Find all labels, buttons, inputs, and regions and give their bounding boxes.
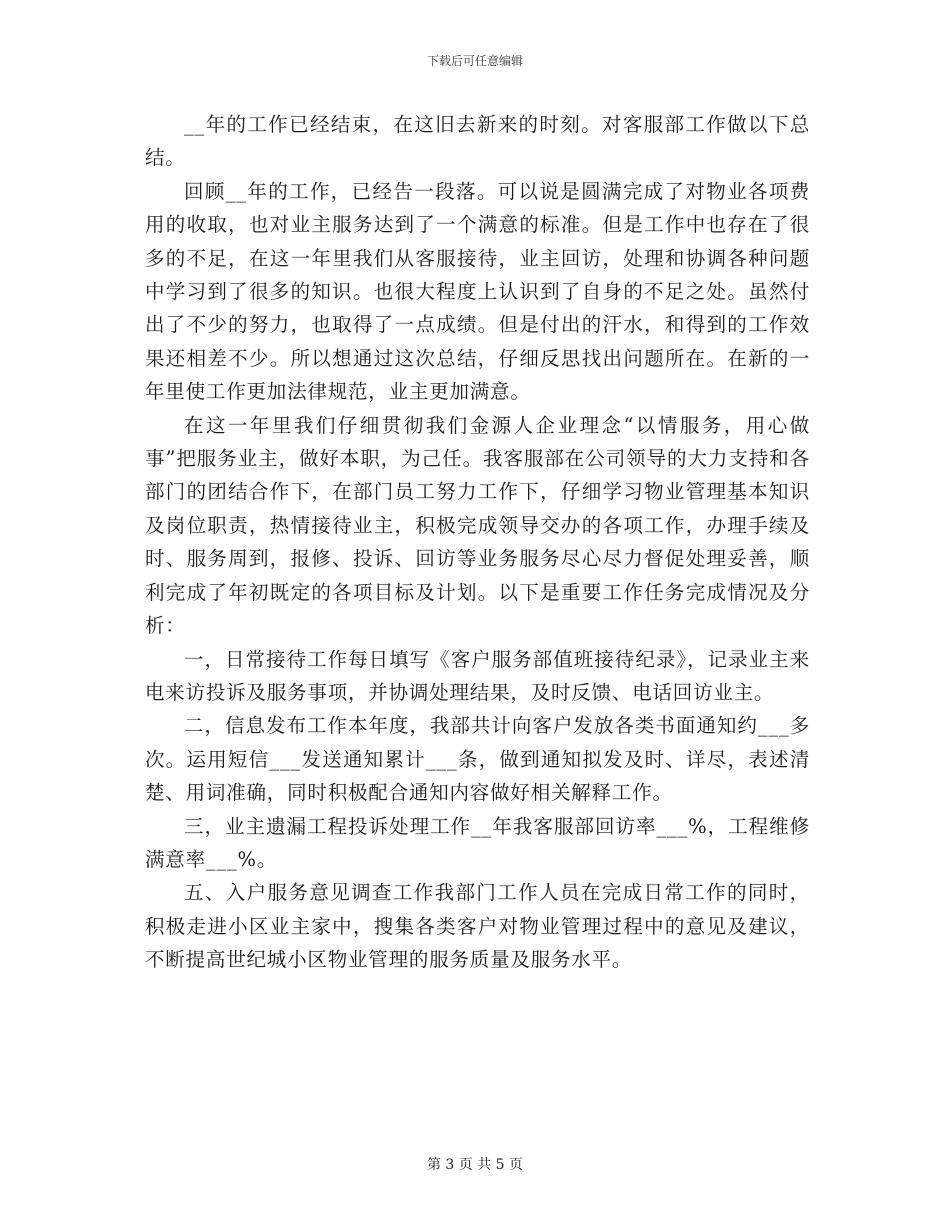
paragraph-notices: 二，信息发布工作本年度，我部共计向客户发放各类书面通知约___多次。运用短信___发送通知累计___条，做到通知拟发及时、详尽，表述清楚、用词准确，同时积极配合通知内容做好相关解释工作。	[145, 714, 810, 805]
page-header: 下载后可任意编辑	[426, 54, 523, 68]
paragraph-intro: __年的工作已经结束，在这旧去新来的时刻。对客服部工作做以下总结。	[145, 113, 810, 170]
page-number: 第 3 页 共 5 页	[426, 1157, 524, 1173]
paragraph-reception: 一，日常接待工作每日填写《客户服务部值班接待纪录》，记录业主来电来访投诉及服务事项，并协调处理结果，及时反馈、电话回访业主。	[145, 647, 810, 704]
paragraph-complaints: 三，业主遗漏工程投诉处理工作__年我客服部回访率___%，工程维修满意率___%。	[145, 814, 810, 871]
paragraph-review: 回顾__年的工作，已经告一段落。可以说是圆满完成了对物业各项费用的收取，也对业主服务达到了一个满意的标准。但是工作中也存在了很多的不足，在这一年里我们从客服接待，业主回访，处理和协调各种问题中学习到了很多的知识。也很大程度上认识到了自身的不足之处。虽然付出了不少的努力，也取得了一点成绩。但是付出的汗水，和得到的工作效果还相差不少。所以想通过这次总结，仔细反思找出问题所在。在新的一年里使工作更加法律规范，业主更加满意。	[145, 179, 810, 404]
document-body	[145, 108, 810, 977]
paragraph-philosophy: 在这一年里我们仔细贯彻我们金源人企业理念“以情服务，用心做事”把服务业主，做好本职，为己任。我客服部在公司领导的大力支持和各部门的团结合作下，在部门员工努力工作下，仔细学习物业管理基本知识及岗位职责，热情接待业主，积极完成领导交办的各项工作，办理手续及时、服务周到，报修、投诉、回访等业务服务尽心尽力督促处理妥善，顺利完成了年初既定的各项目标及计划。以下是重要工作任务完成情况及分析：	[145, 413, 810, 638]
paragraph-survey: 五、入户服务意见调查工作我部门工作人员在完成日常工作的同时，积极走进小区业主家中，搜集各类客户对物业管理过程中的意见及建议，不断提高世纪城小区物业管理的服务质量及服务水平。	[145, 881, 810, 972]
